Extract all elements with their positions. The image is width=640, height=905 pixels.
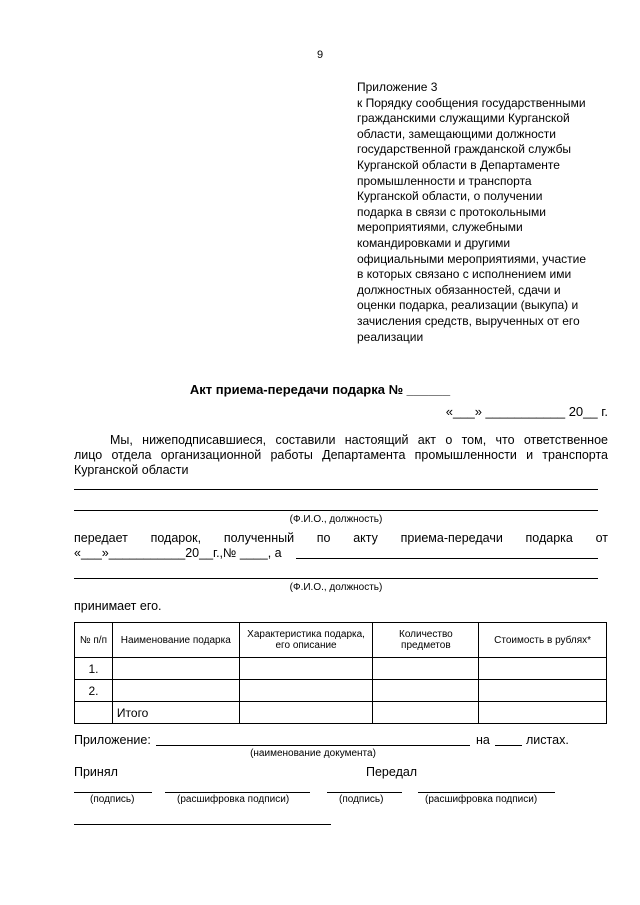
appendix-line: гражданскими служащими Курганской [357, 111, 570, 126]
table-header-cell: Стоимость в рублях* [479, 623, 607, 658]
intro-line: Курганской области [74, 463, 189, 477]
signature-caption: (подпись) [339, 794, 384, 805]
signature-line [327, 792, 402, 793]
signature-decoding-caption: (расшифровка подписи) [425, 794, 538, 805]
appendix-line: области, замещающими должности [357, 126, 557, 141]
attachment-label: Приложение: [74, 733, 151, 747]
table-header-cell: Характеристика подарка, его описание [239, 623, 373, 658]
table-cell [373, 680, 479, 702]
gift-table [74, 622, 607, 724]
signature-decoding-line [165, 792, 310, 793]
attachment-on: на [476, 733, 490, 747]
attachment-sheets: листах. [526, 733, 569, 747]
fill-line [74, 510, 598, 511]
table-cell [479, 702, 607, 724]
table-cell [239, 680, 373, 702]
signature-line [74, 792, 152, 793]
table-cell [373, 702, 479, 724]
fio-caption: (Ф.И.О., должность) [289, 582, 383, 593]
appendix-line: зачисления средств, вырученных от его [357, 313, 580, 328]
fill-line [74, 489, 598, 490]
table-cell: 2. [75, 680, 113, 702]
intro-line: Мы, нижеподписавшиеся, составили настоящий акт о том, что ответственное [110, 433, 608, 447]
table-cell [479, 658, 607, 680]
signature-decoding-line [418, 792, 555, 793]
table-header-cell: Наименование подарка [112, 623, 239, 658]
table-cell [479, 680, 607, 702]
appendix-line: Курганской области, о получении [357, 189, 543, 204]
act-date-line: «___» ___________ 20__ г. [445, 404, 608, 419]
fill-line [495, 745, 522, 746]
table-header-row [75, 623, 607, 658]
appendix-line: должностных обязанностей, сдачи и [357, 282, 561, 297]
fill-line [74, 578, 598, 579]
accepts-text: принимает его. [74, 599, 162, 613]
transfer-line: передает подарок, полученный по акту приема-передачи подарка от [74, 531, 608, 545]
appendix-line: командировками и другими [357, 235, 511, 250]
appendix-line: Курганской области в Департаменте [357, 157, 560, 172]
table-cell [239, 702, 373, 724]
table-header-cell: Количество предметов [373, 623, 479, 658]
page-number: 9 [316, 49, 324, 61]
table-cell [239, 658, 373, 680]
fio-caption: (Ф.И.О., должность) [289, 514, 383, 525]
appendix-heading: Приложение 3 [357, 80, 438, 94]
appendix-line: официальными мероприятиями, участие [357, 251, 587, 266]
transferred-label: Передал [366, 765, 418, 779]
fill-line [156, 745, 470, 746]
table-cell [112, 680, 239, 702]
intro-line: лицо отдела организационной работы Департамента промышленности и транспорта [74, 448, 608, 462]
appendix-block [357, 80, 617, 345]
intro-paragraph [74, 433, 608, 478]
appendix-line: подарка в связи с протокольными [357, 204, 546, 219]
signature-caption: (подпись) [90, 794, 135, 805]
table-cell [75, 702, 113, 724]
table-row [75, 680, 607, 702]
act-title: Акт приема-передачи подарка № ______ [189, 382, 451, 397]
table-cell: 1. [75, 658, 113, 680]
footnote-separator [74, 824, 331, 825]
fill-line [296, 558, 598, 559]
appendix-line: оценки подарка, реализации (выкупа) и [357, 298, 579, 313]
appendix-line: реализации [357, 329, 424, 344]
table-cell [112, 658, 239, 680]
attachment-caption: (наименование документа) [250, 748, 376, 759]
table-cell [373, 658, 479, 680]
appendix-line: государственной гражданской службы [357, 142, 572, 157]
appendix-line: в которых связано с исполнением ими [357, 267, 572, 282]
transfer-line-date: «___»___________20__г.,№ ____, а [74, 546, 282, 560]
signature-decoding-caption: (расшифровка подписи) [177, 794, 290, 805]
accepted-label: Принял [74, 765, 118, 779]
table-cell-total-label: Итого [112, 702, 239, 724]
table-header-cell: № п/п [75, 623, 113, 658]
table-row-total [75, 702, 607, 724]
appendix-line: к Порядку сообщения государственными [357, 95, 586, 110]
table-row [75, 658, 607, 680]
appendix-line: промышленности и транспорта [357, 173, 532, 188]
appendix-line: мероприятиями, служебными [357, 220, 523, 235]
